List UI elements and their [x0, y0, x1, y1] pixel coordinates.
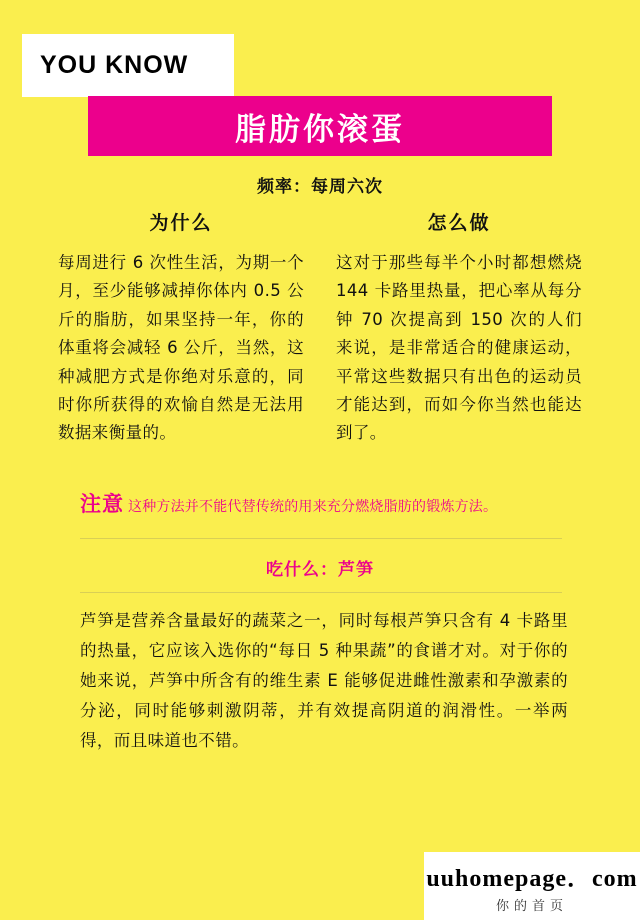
- column-why: [58, 208, 304, 448]
- notice-text: 这种方法并不能代替传统的用来充分燃烧脂肪的锻炼方法。: [128, 499, 498, 515]
- brand-tag-label: YOU KNOW: [40, 51, 189, 79]
- column-why-body: 每周进行 6 次性生活，为期一个月，至少能够减掉你体内 0.5 公斤的脂肪，如果坚持一年，你的体重将会减轻 6 公斤，当然，这种减肥方式是你绝对乐意的，同时你所获得的欢愉自然是无法用数据来衡量的。: [58, 253, 304, 443]
- brand-tag: [22, 34, 234, 97]
- two-column-section: [58, 208, 582, 448]
- eat-section-body: 芦笋是营养含量最好的蔬菜之一，同时每根芦笋只含有 4 卡路里的热量，它应该入选你的“每日 5 种果蔬”的食谱才对。对于你的她来说，芦笋中所含有的维生素 E 能够促进雌性激素和孕激素的分泌，同时能够刺激阴蒂，并有效提高阴道的润滑性。一举两得，而且味道也不错。: [80, 611, 568, 751]
- title-bar: [88, 96, 552, 156]
- frequency-line: 频率：每周六次: [257, 177, 383, 197]
- page-title: 脂肪你滚蛋: [235, 111, 405, 148]
- notice-label: 注意: [80, 492, 124, 516]
- notice-line: [80, 488, 580, 518]
- watermark-sub-text: 你的首页: [495, 899, 568, 914]
- column-how-body: 这对于那些每半个小时都想燃烧 144 卡路里热量，把心率从每分钟 70 次提高到 150 次的人们来说，是非常适合的健康运动，平常这些数据只有出色的运动员才能达到，而如今你当然也能达到了。: [336, 253, 582, 443]
- divider-top: [80, 538, 562, 539]
- column-how: [336, 208, 582, 448]
- divider-bottom: [80, 592, 562, 593]
- watermark: [424, 852, 640, 920]
- watermark-main-text: uuhomepage．com: [426, 866, 638, 892]
- column-why-heading: 为什么: [149, 212, 213, 234]
- column-how-heading: 怎么做: [427, 212, 491, 234]
- eat-section-heading: 吃什么：芦笋: [266, 560, 374, 580]
